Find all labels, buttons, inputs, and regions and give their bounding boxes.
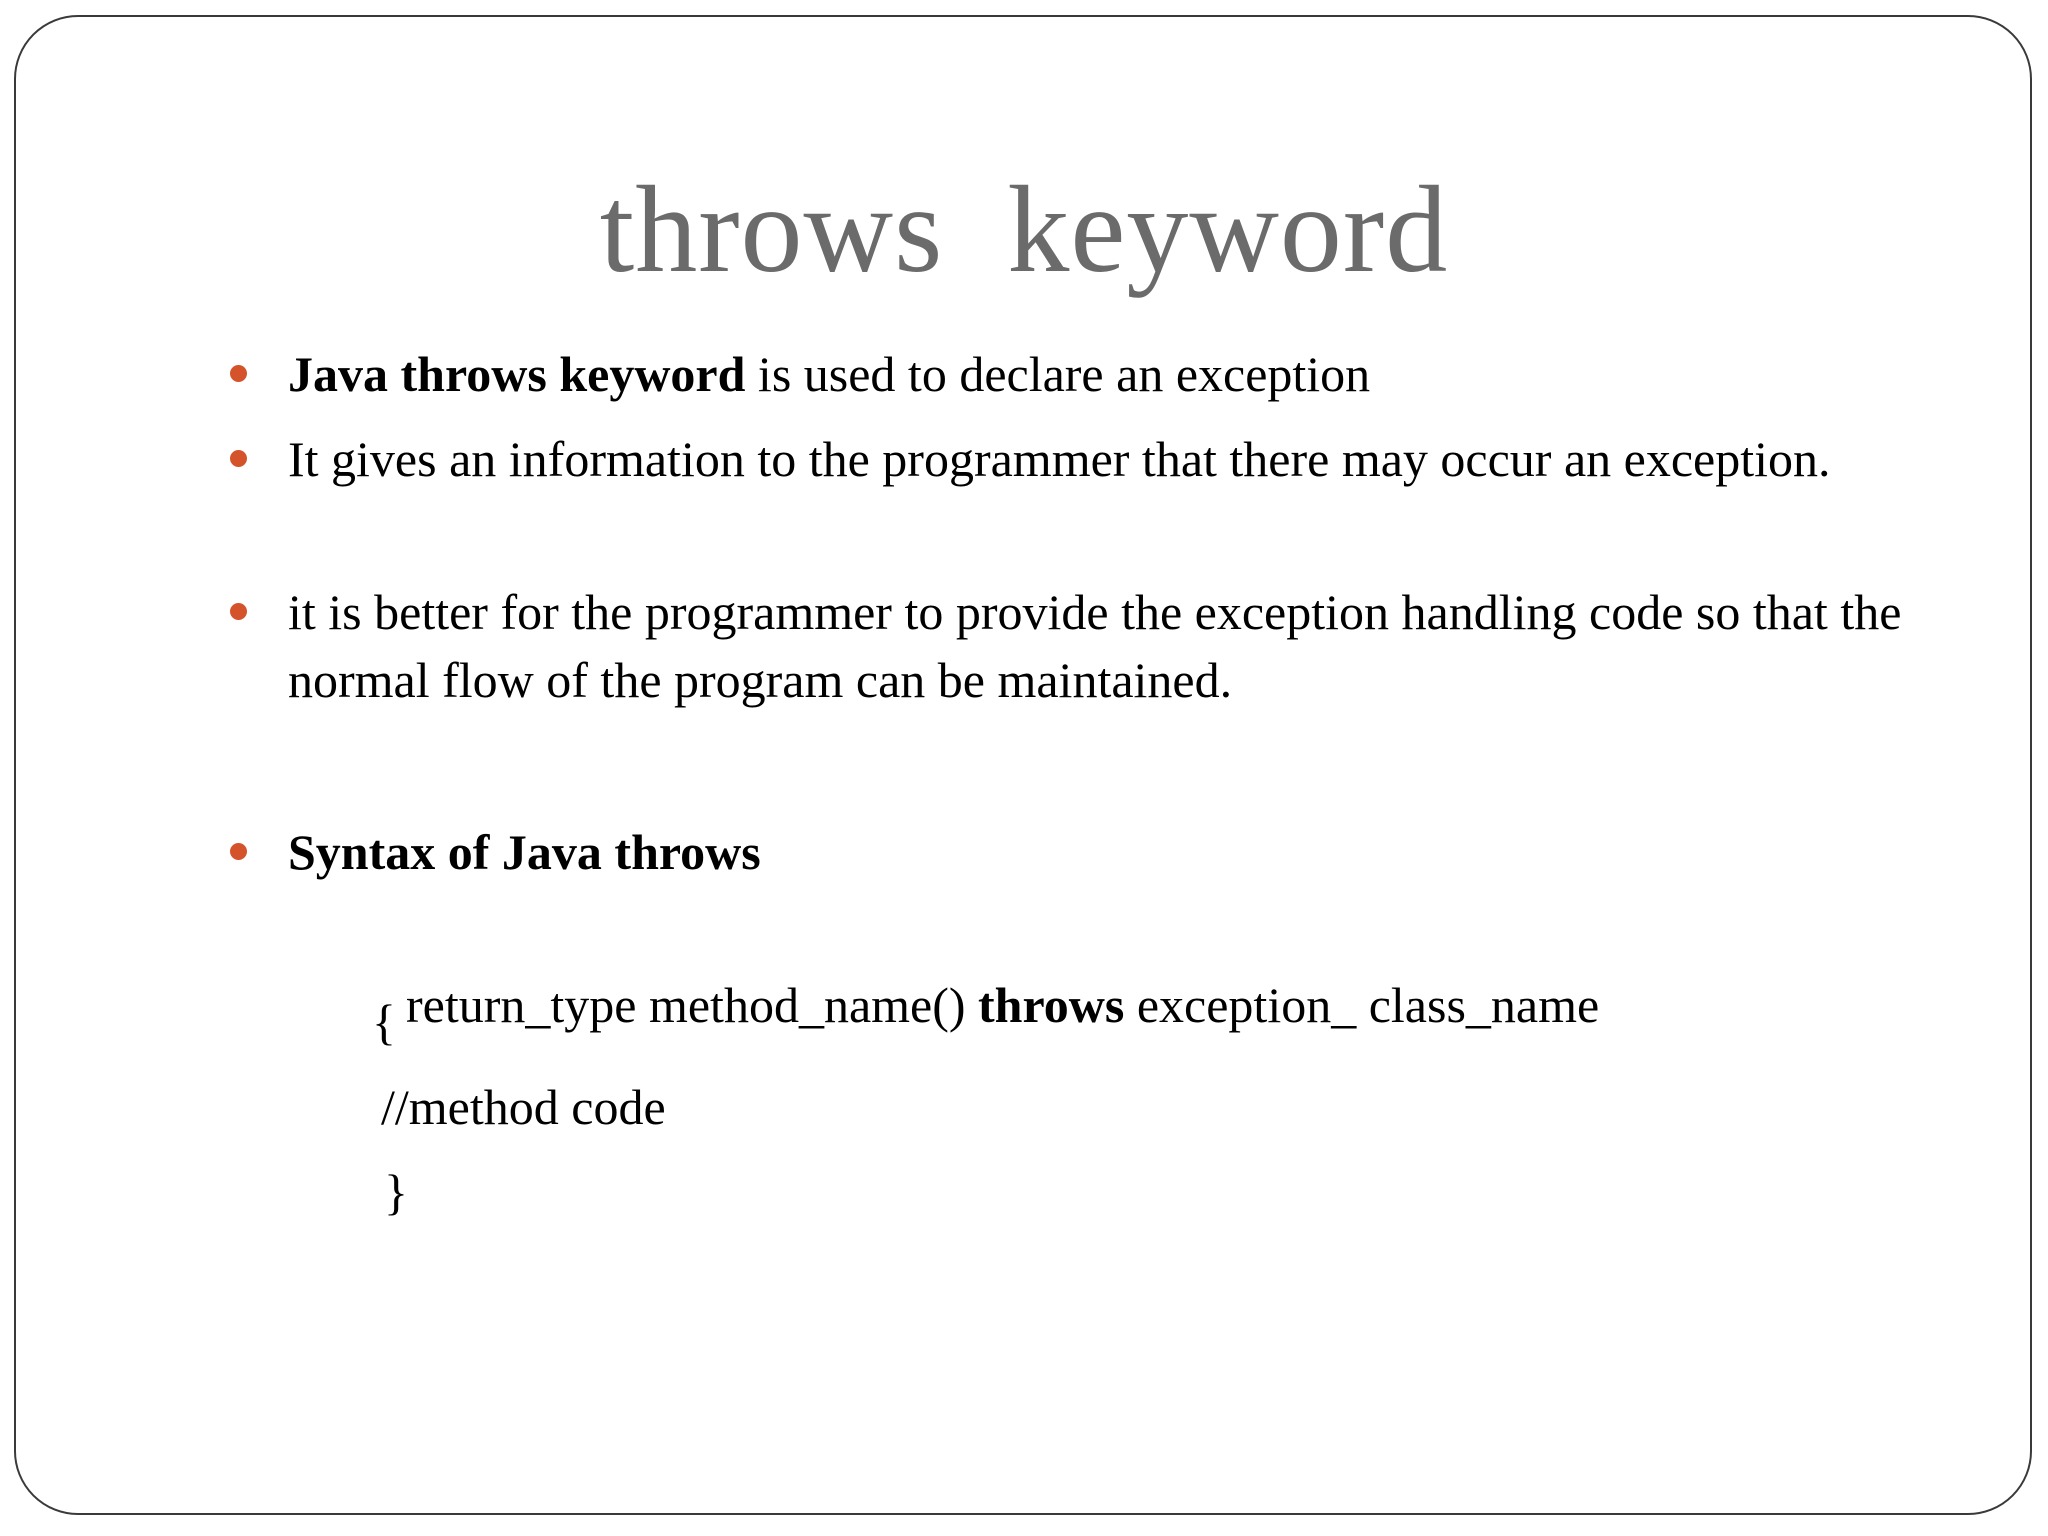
syntax-method-body: //method code [381,1079,666,1135]
syntax-open-brace: { [372,994,396,1050]
bullet-dot-icon [230,843,247,860]
bullet-bold-text: Syntax of Java throws [288,824,761,880]
bullet-item [288,425,1908,493]
bullet-dot-icon [230,365,247,382]
bullet-item [288,340,1908,408]
bullet-dot-icon [230,450,247,467]
bullet-text: is used to declare an exception [745,346,1371,402]
bullet-item [288,578,1908,714]
bullet-dot-icon [230,603,247,620]
bullet-bold-text: Java throws keyword [288,346,746,402]
bullet-text: it is better for the programmer to provide the exception handling code so that the normal flow of the program can be maintained. [288,584,1902,708]
bullet-item [288,818,1908,886]
syntax-signature-prefix: return_type method_name() [406,977,979,1033]
syntax-throws-keyword: throws [978,977,1125,1033]
syntax-signature-suffix: exception_ class_name [1124,977,1600,1033]
slide-title: throws keyword [599,161,1449,298]
syntax-signature [381,903,1599,1039]
bullet-text: It gives an information to the programmer that there may occur an exception. [288,431,1831,487]
syntax-close-brace: } [384,1164,408,1220]
